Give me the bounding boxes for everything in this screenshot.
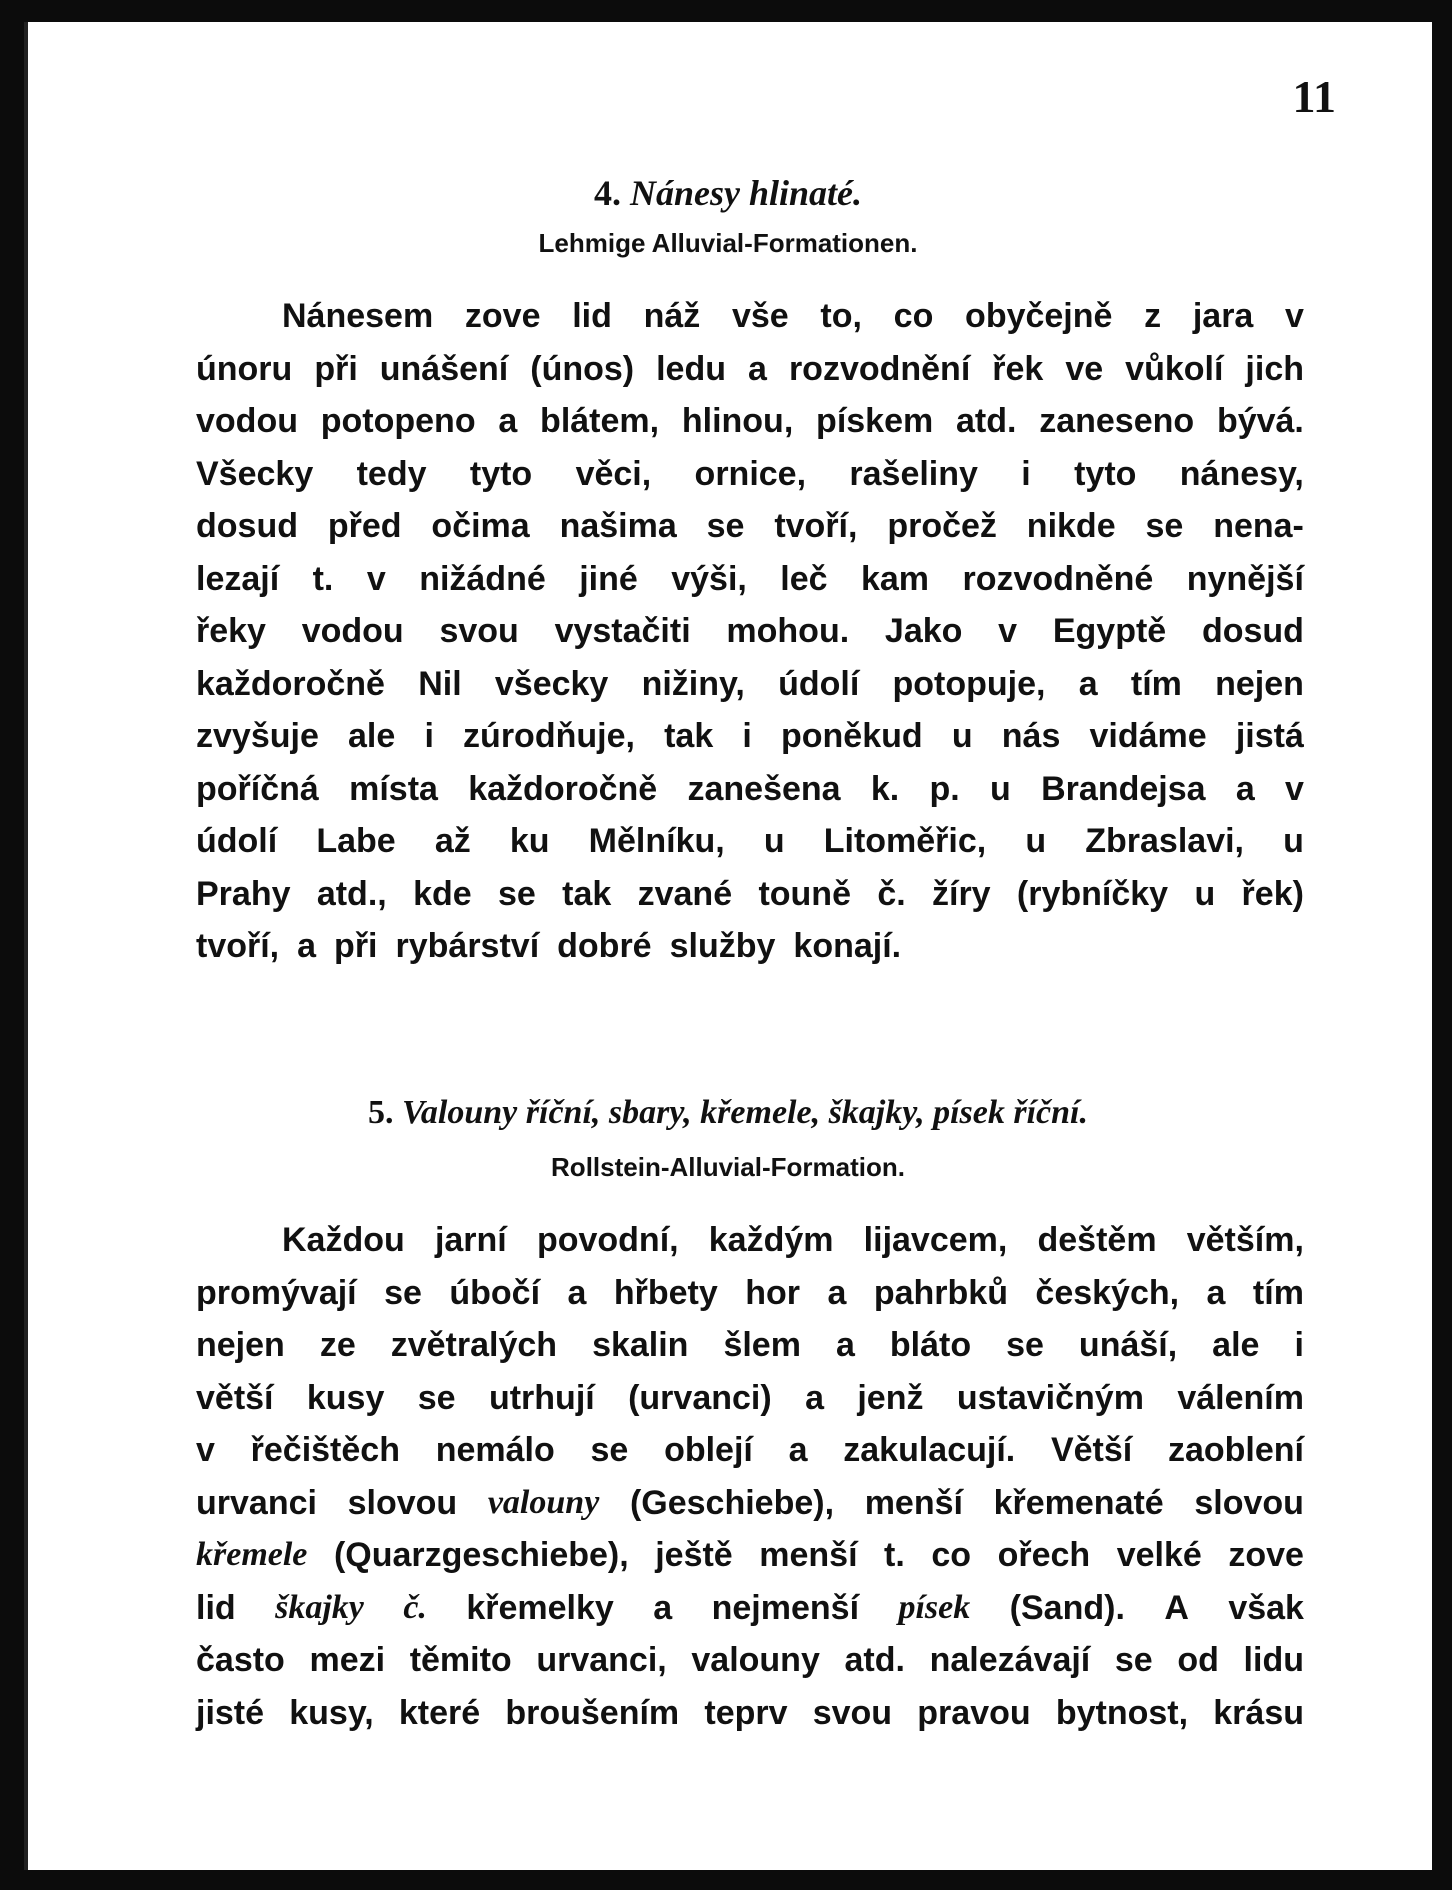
word: (rybníčky — [1016, 874, 1169, 913]
word: mohou. — [726, 612, 850, 650]
page-number: 11 — [1292, 71, 1336, 122]
word: a — [748, 349, 767, 388]
word: vůkolí — [1125, 349, 1224, 388]
word: výši, — [671, 559, 747, 598]
word: pravou — [917, 1693, 1031, 1732]
word: v — [1285, 769, 1304, 808]
word: tak — [562, 874, 612, 913]
word: řeky — [196, 612, 266, 650]
word: touně — [758, 874, 851, 913]
word: leč — [780, 559, 828, 598]
section-5-subtitle: Rollstein-Alluvial-Formation. — [551, 1152, 905, 1182]
word: každým — [708, 1221, 834, 1259]
text-line — [196, 395, 1304, 448]
word: se — [384, 1273, 422, 1312]
word: ustavičným — [956, 1378, 1144, 1417]
word: urvanci — [196, 1483, 317, 1522]
word: svou — [812, 1693, 893, 1732]
word: potopuje, — [892, 664, 1046, 703]
word: se — [1006, 1326, 1044, 1364]
word: bývá. — [1216, 402, 1304, 440]
word: deštěm — [1037, 1221, 1157, 1259]
word: škajky — [275, 1588, 364, 1626]
word: t. — [884, 1536, 905, 1574]
word: často — [196, 1641, 285, 1679]
word: šlem — [723, 1326, 801, 1364]
word: u — [990, 769, 1011, 808]
word: nejen — [196, 1326, 285, 1364]
text-line — [196, 290, 1304, 343]
word: před — [327, 507, 402, 545]
text-line — [196, 1634, 1304, 1687]
word: těmito — [409, 1641, 512, 1679]
word: nikde — [1026, 507, 1116, 545]
word: ořech — [997, 1536, 1091, 1574]
word: co — [931, 1536, 972, 1574]
word: atd. — [844, 1641, 905, 1679]
word: tím — [1130, 664, 1182, 703]
word: velké — [1116, 1536, 1202, 1574]
text-line — [196, 763, 1304, 816]
word: však — [1228, 1588, 1304, 1627]
word: zúrodňuje, — [463, 717, 635, 755]
text-line — [196, 1687, 1304, 1740]
section-4-number: 4. — [593, 173, 621, 213]
word: a — [805, 1378, 824, 1417]
word: tak — [664, 717, 714, 755]
section-5-paragraph — [196, 1214, 1304, 1739]
word: pahrbků — [873, 1273, 1008, 1312]
word: pískem — [816, 402, 934, 440]
section-4-paragraph — [196, 290, 1304, 973]
word: jarní — [434, 1221, 507, 1259]
word: hor — [745, 1273, 801, 1312]
word: se — [417, 1378, 456, 1417]
word: jich — [1245, 349, 1304, 388]
word: valouny — [487, 1483, 600, 1521]
word: a — [567, 1273, 587, 1312]
text-line — [196, 448, 1304, 501]
word: ještě — [655, 1536, 733, 1574]
word: Mělníku, — [588, 822, 725, 860]
word: urvanci, — [536, 1641, 667, 1679]
word: dosud — [196, 507, 298, 545]
word: a — [1235, 769, 1255, 808]
word: ale — [348, 717, 396, 755]
word: rozvodněné — [962, 559, 1154, 598]
section-4-heading — [24, 172, 1432, 214]
word: a — [498, 402, 518, 440]
section-5-title: Valouny říční, sbary, křemele, škajky, písek říční. — [402, 1094, 1088, 1131]
word: Brandejsa — [1041, 769, 1206, 808]
word: konají. — [793, 927, 902, 965]
word: (únos) — [530, 349, 635, 388]
word: Litoměřic, — [823, 822, 987, 860]
section-4-title: Nánesy hlinaté. — [629, 173, 862, 213]
text-line — [196, 1477, 1304, 1530]
word: Každou — [282, 1221, 405, 1259]
word: (urvanci) — [628, 1378, 772, 1417]
word: v — [196, 1431, 215, 1469]
word: při — [334, 927, 378, 965]
word: očima — [431, 507, 530, 545]
word: slovou — [1194, 1483, 1304, 1522]
word: t. — [312, 559, 334, 598]
word: ornice, — [694, 454, 807, 493]
word: zove — [1228, 1536, 1304, 1574]
word: zanešena — [687, 769, 841, 808]
word: rybárství — [395, 927, 540, 965]
word: a — [788, 1431, 808, 1469]
word: (Geschiebe), — [629, 1483, 835, 1522]
word: valouny — [691, 1641, 820, 1679]
word: zakulacují. — [843, 1431, 1016, 1469]
word: č. — [403, 1588, 427, 1626]
text-line — [196, 1372, 1304, 1425]
word: Jako — [884, 612, 963, 650]
word: písek — [898, 1588, 971, 1626]
section-4-subtitle: Lehmige Alluvial-Formationen. — [538, 228, 918, 258]
word: nánesy, — [1179, 454, 1304, 493]
book-page — [24, 22, 1432, 1870]
word: potopeno — [320, 402, 476, 440]
word: Nánesem — [282, 297, 434, 335]
word: a — [297, 927, 317, 965]
word: tím — [1252, 1273, 1304, 1312]
word: u — [1283, 822, 1304, 860]
word: co — [893, 297, 934, 335]
word: i — [742, 717, 752, 755]
text-line — [196, 1267, 1304, 1320]
word: tyto — [1074, 454, 1137, 493]
word: poříčná — [196, 769, 319, 808]
text-line — [196, 343, 1304, 396]
word: v — [366, 559, 386, 598]
word: krásu — [1213, 1693, 1304, 1732]
word: nás — [1001, 717, 1061, 755]
word: a — [827, 1273, 847, 1312]
word: se — [497, 874, 536, 913]
word: promývají — [196, 1273, 357, 1312]
word: poněkud — [781, 717, 923, 755]
word: Nil — [418, 664, 462, 703]
word: slovou — [347, 1483, 458, 1522]
word: našima — [559, 507, 677, 545]
word: křemele — [196, 1536, 308, 1573]
word: mezi — [309, 1641, 386, 1679]
word: A — [1164, 1588, 1189, 1627]
word: Větší — [1050, 1431, 1133, 1469]
word: tvoří, — [774, 507, 858, 545]
word: k. — [870, 769, 900, 808]
word: rašeliny — [849, 454, 978, 493]
word: nejen — [1215, 664, 1304, 703]
word: Labe — [316, 822, 396, 860]
word: nena- — [1213, 507, 1304, 545]
word: žíry — [932, 874, 991, 913]
section-5-number: 5. — [368, 1094, 394, 1131]
word: křemenaté — [993, 1483, 1164, 1522]
word: až — [434, 822, 471, 860]
word: kde — [413, 874, 472, 913]
word: ze — [319, 1326, 356, 1364]
text-line — [196, 710, 1304, 763]
text-line — [196, 920, 1304, 973]
text-line — [196, 1319, 1304, 1372]
word: lezají — [196, 559, 280, 598]
word: povodní, — [536, 1221, 679, 1259]
word: větším, — [1186, 1221, 1304, 1259]
word: (Sand). — [1009, 1588, 1125, 1627]
word: zaoblení — [1167, 1431, 1304, 1469]
word: lijavcem, — [863, 1221, 1008, 1259]
word: (Quarzgeschiebe), — [333, 1536, 629, 1574]
word: tvoří, — [196, 927, 280, 965]
word: řečištěch — [250, 1431, 400, 1469]
word: nižádné — [419, 559, 546, 598]
word: a — [1206, 1273, 1226, 1312]
word: ku — [509, 822, 550, 860]
word: a — [1078, 664, 1098, 703]
word: křemelky — [466, 1588, 614, 1627]
word: oblejí — [664, 1431, 753, 1469]
word: unášení — [379, 349, 509, 388]
word: v — [1285, 297, 1304, 335]
text-line — [196, 1582, 1304, 1635]
text-line — [196, 868, 1304, 921]
word: z — [1144, 297, 1162, 335]
word: jara — [1192, 297, 1254, 335]
word: bytnost, — [1055, 1693, 1189, 1732]
word: náž — [643, 297, 701, 335]
word: utrhují — [488, 1378, 595, 1417]
word: od — [1177, 1641, 1219, 1679]
word: Prahy — [196, 874, 291, 913]
word: údolí — [196, 822, 278, 860]
text-line — [196, 553, 1304, 606]
word: i — [1294, 1326, 1304, 1364]
word: jenž — [857, 1378, 924, 1417]
word: atd. — [956, 402, 1017, 440]
word: dobré — [557, 927, 652, 965]
word: při — [314, 349, 358, 388]
word: vodou — [196, 402, 298, 440]
word: atd., — [316, 874, 387, 913]
word: každoročně — [196, 664, 385, 703]
page-binding-edge — [24, 22, 28, 1870]
text-line — [196, 1529, 1304, 1582]
word: ve — [1065, 349, 1104, 388]
word: jiné — [579, 559, 638, 598]
word: rozvodnění — [788, 349, 971, 388]
word: svou — [439, 612, 519, 650]
text-line — [196, 605, 1304, 658]
word: kusy — [306, 1378, 385, 1417]
word: úbočí — [449, 1273, 541, 1312]
word: zvyšuje — [196, 717, 319, 755]
word: ale — [1212, 1326, 1260, 1364]
word: menší — [864, 1483, 963, 1522]
word: vidáme — [1089, 717, 1207, 755]
word: obyčejně — [965, 297, 1113, 335]
word: se — [1114, 1641, 1153, 1679]
word: Zbraslavi, — [1085, 822, 1244, 860]
section-5-heading — [24, 1094, 1432, 1132]
word: vystačiti — [554, 612, 691, 650]
word: menší — [759, 1536, 858, 1574]
word: válením — [1177, 1378, 1304, 1417]
word: blátem, — [540, 402, 660, 440]
word: vše — [731, 297, 789, 335]
word: českých, — [1035, 1273, 1180, 1312]
word: nižiny, — [641, 664, 745, 703]
word: lid — [572, 297, 612, 335]
word: i — [1021, 454, 1031, 493]
word: v — [998, 612, 1018, 650]
word: údolí — [778, 664, 860, 703]
word: hřbety — [613, 1273, 718, 1312]
word: u — [951, 717, 973, 755]
word: jisté — [196, 1693, 265, 1732]
word: kam — [860, 559, 930, 598]
word: místa — [349, 769, 438, 808]
word: hlinou, — [681, 402, 794, 440]
word: tyto — [469, 454, 533, 493]
word: lid — [196, 1588, 236, 1627]
word: zaneseno — [1039, 402, 1195, 440]
word: a — [835, 1326, 855, 1364]
text-line — [196, 1214, 1304, 1267]
word: všecky — [494, 664, 609, 703]
word: větší — [196, 1378, 274, 1417]
word: skalin — [592, 1326, 689, 1364]
word: i — [424, 717, 434, 755]
word: teprv — [704, 1693, 788, 1732]
word: to, — [820, 297, 862, 335]
word: č. — [877, 874, 906, 913]
word: se — [706, 507, 745, 545]
word: se — [590, 1431, 629, 1469]
word: Egyptě — [1052, 612, 1167, 650]
word: a — [653, 1588, 673, 1627]
word: nemálo — [435, 1431, 555, 1469]
word: každoročně — [468, 769, 658, 808]
word: řek — [992, 349, 1044, 388]
word: zove — [464, 297, 541, 335]
word: nalezávají — [929, 1641, 1091, 1679]
word: dosud — [1201, 612, 1304, 650]
word: u — [1025, 822, 1047, 860]
word: u — [1194, 874, 1216, 913]
text-line — [196, 500, 1304, 553]
word: řek) — [1241, 874, 1304, 913]
word: u — [763, 822, 785, 860]
word: Všecky — [196, 454, 314, 493]
word: se — [1145, 507, 1184, 545]
word: p. — [929, 769, 960, 808]
word: broušením — [505, 1693, 680, 1732]
word: věci, — [575, 454, 652, 493]
word: služby — [669, 927, 776, 965]
word: unáší, — [1078, 1326, 1178, 1364]
word: které — [398, 1693, 481, 1732]
word: bláto — [889, 1326, 972, 1364]
word: jistá — [1235, 717, 1304, 755]
text-line — [196, 1424, 1304, 1477]
word: nejmenší — [711, 1588, 860, 1627]
text-line — [196, 658, 1304, 711]
word: pročež — [887, 507, 997, 545]
word: kusy, — [289, 1693, 374, 1732]
text-line — [196, 815, 1304, 868]
word: únoru — [196, 349, 293, 388]
word: vodou — [301, 612, 404, 650]
word: zvětralých — [390, 1326, 558, 1364]
word: tedy — [356, 454, 427, 493]
word: zvané — [637, 874, 733, 913]
word: ledu — [656, 349, 727, 388]
word: nynější — [1186, 559, 1304, 598]
word: lidu — [1243, 1641, 1304, 1679]
